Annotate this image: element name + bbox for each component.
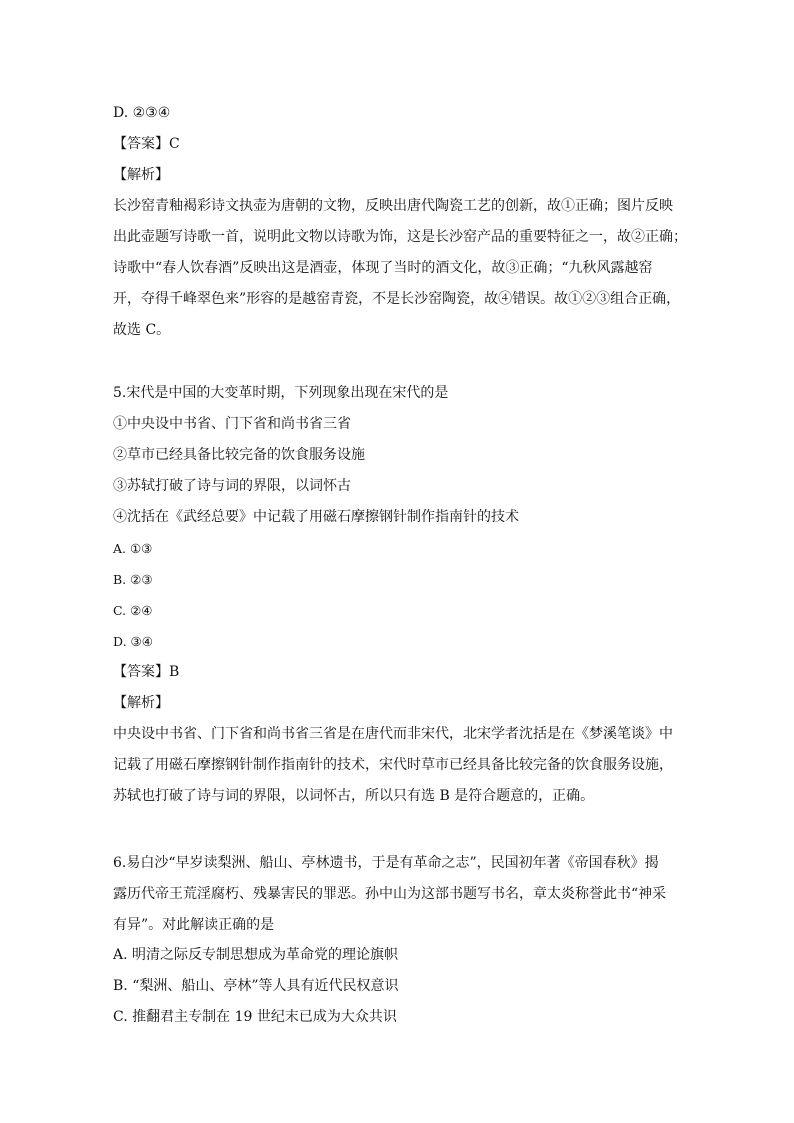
q5-option-c: C. ②④ xyxy=(113,603,153,618)
q6-stem xyxy=(113,848,688,941)
q4-analysis-line: 诗歌中“春人饮春酒”反映出这是酒壶，体现了当时的酒文化，故③正确；“九秋风露越窑 xyxy=(113,260,653,276)
q5-stem: 5.宋代是中国的大变革时期，下列现象出现在宋代的是 xyxy=(113,385,449,401)
q5-item-4: ④沈括在《武经总要》中记载了用磁石摩擦钢针制作指南针的技术 xyxy=(113,509,519,525)
q4-analysis-text xyxy=(113,191,688,346)
q5-analysis-line: 苏轼也打破了诗与词的界限，以词怀古，所以只有选 B 是符合题意的，正确。 xyxy=(113,788,595,804)
q5-analysis-line: 中央设中书省、门下省和尚书省三省是在唐代而非宋代，北宋学者沈括是在《梦溪笔谈》中 xyxy=(113,726,673,742)
q4-option-d: D. ②③④ xyxy=(113,105,171,121)
q6-option-a: A. 明清之际反专制思想成为革命党的理论旗帜 xyxy=(113,947,399,963)
q5-analysis-label: 【解析】 xyxy=(113,695,169,711)
q6-stem-line: 有异”。对此解读正确的是 xyxy=(113,917,275,933)
q6-option-c: C. 推翻君主专制在 19 世纪末已成为大众共识 xyxy=(113,1009,397,1025)
q6-option-b: B. “梨洲、船山、亭林”等人具有近代民权意识 xyxy=(113,978,399,994)
q5-answer: 【答案】B xyxy=(113,664,180,680)
q5-item-1: ①中央设中书省、门下省和尚书省三省 xyxy=(113,416,351,432)
q5-item-2: ②草市已经具备比较完备的饮食服务设施 xyxy=(113,447,365,463)
q6-stem-line: 6.易白沙“早岁读梨洲、船山、亭林遗书，于是有革命之志”，民国初年著《帝国春秋》揭 xyxy=(113,855,659,871)
q5-item-3: ③苏轼打破了诗与词的界限，以词怀古 xyxy=(113,478,351,494)
q5-option-a: A. ①③ xyxy=(113,541,153,556)
q4-analysis-line: 长沙窑青釉褐彩诗文执壶为唐朝的文物，反映出唐代陶瓷工艺的创新，故①正确；图片反映 xyxy=(113,198,673,214)
q4-analysis-line: 开，夺得千峰翠色来”形容的是越窑青瓷，不是长沙窑陶瓷，故④错误。故①②③组合正确， xyxy=(113,291,681,307)
q4-answer: 【答案】C xyxy=(113,136,180,152)
q5-analysis-line: 记载了用磁石摩擦钢针制作指南针的技术，宋代时草市已经具备比较完备的饮食服务设施， xyxy=(113,757,673,773)
q4-analysis-line: 故选 C。 xyxy=(113,322,171,338)
q5-analysis-text xyxy=(113,719,688,812)
q5-option-b: B. ②③ xyxy=(113,572,153,587)
q4-analysis-line: 出此壶题写诗歌一首，说明此文物以诗歌为饰，这是长沙窑产品的重要特征之一，故②正确； xyxy=(113,229,687,245)
q6-stem-line: 露历代帝王荒淫腐朽、残暴害民的罪恶。孙中山为这部书题写书名，章太炎称誉此书“神采 xyxy=(113,886,667,902)
q5-option-d: D. ③④ xyxy=(113,634,153,649)
q4-analysis-label: 【解析】 xyxy=(113,167,169,183)
